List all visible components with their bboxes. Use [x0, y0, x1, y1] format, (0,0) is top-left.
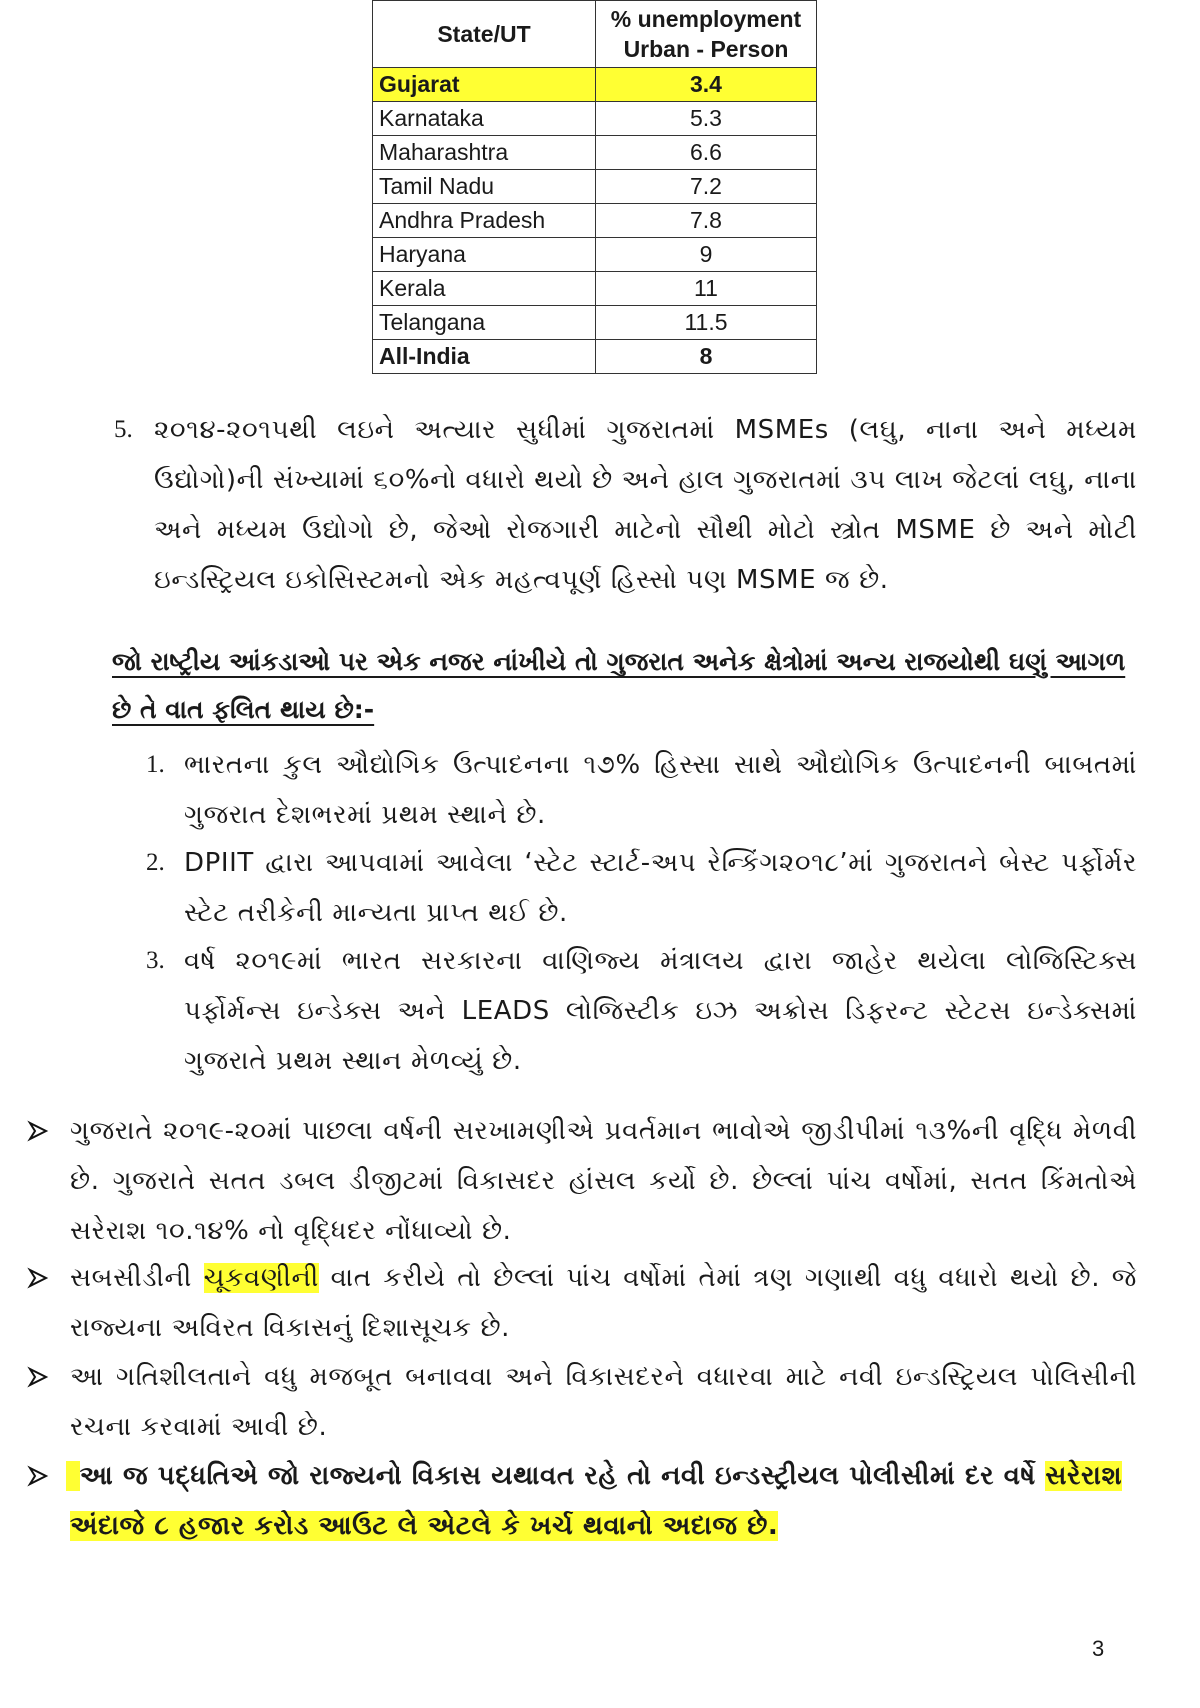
- bullet-3-text: આ ગતિશીલતાને વધુ મજબૂત બનાવવા અને વિકાસદરને વધારવા માટે નવી ઇન્ડસ્ટ્રિયલ પોલિસીની રચના કરવામાં આવી છે.: [70, 1362, 1137, 1442]
- point-3-text: વર્ષ ૨૦૧૯માં ભારત સરકારના વાણિજ્ય મંત્રાલય દ્વારા જાહેર થયેલા લોજિસ્ટિક્સ પર્ફોર્મન્સ ઇન્ડેક્સ અને LEADS લોજિસ્ટીક ઇઝ અક્રોસ ડિફરન્ટ સ્ટેટસ ઇન્ડેક્સમાં ગુજરાતે પ્રથમ સ્થાન મેળવ્યું છે.: [184, 946, 1137, 1076]
- table-row: [373, 136, 817, 170]
- state-cell: All-India: [373, 340, 596, 374]
- bullet-2-text-after: વાત કરીયે તો છેલ્લાં પાંચ વર્ષોમાં તેમાં ત્રણ ગણાથી વધુ વધારો થયો છે. જે રાજ્યના અવિરત વિકાસનું દિશાસૂચક છે.: [70, 1263, 1137, 1343]
- point-2-number: 2.: [146, 849, 165, 876]
- header-unemployment-line2: Urban - Person: [623, 36, 789, 62]
- state-cell: Andhra Pradesh: [373, 204, 596, 238]
- section-heading: જો રાષ્ટ્રીય આંકડાઓ પર એક નજર નાંખીયે તો ગુજરાત અનેક ક્ષેત્રોમાં અન્ય રાજયોથી ઘણું આગળ છે તે વાત ફલિત થાય છે:-: [112, 647, 1126, 724]
- table-row: [373, 238, 817, 272]
- unemployment-value-cell: 11.5: [596, 306, 817, 340]
- unemployment-value-cell: 6.6: [596, 136, 817, 170]
- state-cell: Gujarat: [373, 68, 596, 102]
- state-cell: Tamil Nadu: [373, 170, 596, 204]
- table-row: [373, 170, 817, 204]
- bullet-2-highlight: ચૂકવણીની: [203, 1263, 319, 1293]
- unemployment-value-cell: 8: [596, 340, 817, 374]
- state-cell: Telangana: [373, 306, 596, 340]
- unemployment-value-cell: 5.3: [596, 102, 817, 136]
- arrow-bullet-icon: [26, 1253, 52, 1303]
- unemployment-value-cell: 7.2: [596, 170, 817, 204]
- state-cell: Karnataka: [373, 102, 596, 136]
- table-row: [373, 306, 817, 340]
- table-row: [373, 340, 817, 374]
- bullet-2-text: [70, 1253, 1137, 1353]
- page-number: 3: [1092, 1636, 1105, 1661]
- table-row: [373, 102, 817, 136]
- point-1-text: ભારતના કુલ ઔદ્યોગિક ઉત્પાદનના ૧૭% હિસ્સા સાથે ઔદ્યોગિક ઉત્પાદનની બાબતમાં ગુજરાત દેશભરમાં પ્રથમ સ્થાને છે.: [184, 750, 1137, 830]
- header-unemployment: [596, 1, 817, 68]
- bullet-4-highlight-1: સરેરાશ: [1045, 1461, 1123, 1491]
- point-1-number: 1.: [146, 751, 165, 778]
- header-state: State/UT: [373, 1, 596, 68]
- unemployment-value-cell: 3.4: [596, 68, 817, 102]
- table-row: [373, 272, 817, 306]
- bullet-4-text: [70, 1451, 1137, 1551]
- unemployment-value-cell: 11: [596, 272, 817, 306]
- state-cell: Kerala: [373, 272, 596, 306]
- point-5-text: ૨૦૧૪-૨૦૧૫થી લઇને અત્યાર સુધીમાં ગુજરાતમાં MSMEs (લઘુ, નાના અને મધ્યમ ઉદ્યોગો)ની સંખ્યામાં ૬૦%નો વધારો થયો છે અને હાલ ગુજરાતમાં ૩૫ લાખ જેટલાં લઘુ, નાના અને મધ્યમ ઉદ્યોગો છે, જેઓ રોજગારી માટેનો સૌથી મોટો સ્ત્રોત MSME છે અને મોટી ઇન્ડસ્ટ્રિયલ ઇકોસિસ્ટમનો એક મહત્વપૂર્ણ હિસ્સો પણ MSME જ છે.: [154, 415, 1137, 595]
- arrow-bullet-icon: [26, 1451, 52, 1501]
- state-cell: Haryana: [373, 238, 596, 272]
- table-row: [373, 68, 817, 102]
- unemployment-value-cell: 7.8: [596, 204, 817, 238]
- table-row: [373, 204, 817, 238]
- bullet-2-text-before: સબસીડીની: [70, 1263, 204, 1293]
- header-unemployment-line1: % unemployment: [610, 6, 802, 32]
- arrow-bullet-icon: [26, 1352, 52, 1402]
- bullet-4-highlight-start: [66, 1461, 80, 1491]
- bullet-4-text-before: આ જ પદ્ધતિએ જો રાજ્યનો વિકાસ યથાવત રહે તો નવી ઇન્ડસ્ટ્રીયલ પોલીસીમાં દર વર્ષે: [79, 1461, 1046, 1491]
- point-3-number: 3.: [146, 947, 165, 974]
- arrow-bullet-icon: [26, 1106, 52, 1156]
- unemployment-value-cell: 9: [596, 238, 817, 272]
- unemployment-table: [372, 0, 817, 374]
- bullet-1-text: ગુજરાતે ૨૦૧૯-૨૦માં પાછલા વર્ષની સરખામણીએ પ્રવર્તમાન ભાવોએ જીડીપીમાં ૧૩%ની વૃદ્ધિ મેળવી છે. ગુજરાતે સતત ડબલ ડીજીટમાં વિકાસદર હાંસલ કર્યો છે. છેલ્લાં પાંચ વર્ષોમાં, સતત કિંમતોએ સરેરાશ ૧૦.૧૪% નો વૃદ્ધિદર નોંધાવ્યો છે.: [70, 1116, 1137, 1246]
- bullet-4-highlight-2: અંદાજે ૮ હજાર કરોડ આઉટ લે એટલે કે ખર્ચ થવાનો અદાજ છે.: [70, 1511, 779, 1541]
- point-5-number: 5.: [114, 416, 133, 443]
- state-cell: Maharashtra: [373, 136, 596, 170]
- table-header-row: [373, 1, 817, 68]
- point-2-text: DPIIT દ્વારા આપવામાં આવેલા ‘સ્ટેટ સ્ટાર્ટ-અપ રેન્કિંગ૨૦૧૮’માં ગુજરાતને બેસ્ટ પર્ફોર્મર સ્ટેટ તરીકેની માન્યતા પ્રાપ્ત થઈ છે.: [184, 848, 1137, 928]
